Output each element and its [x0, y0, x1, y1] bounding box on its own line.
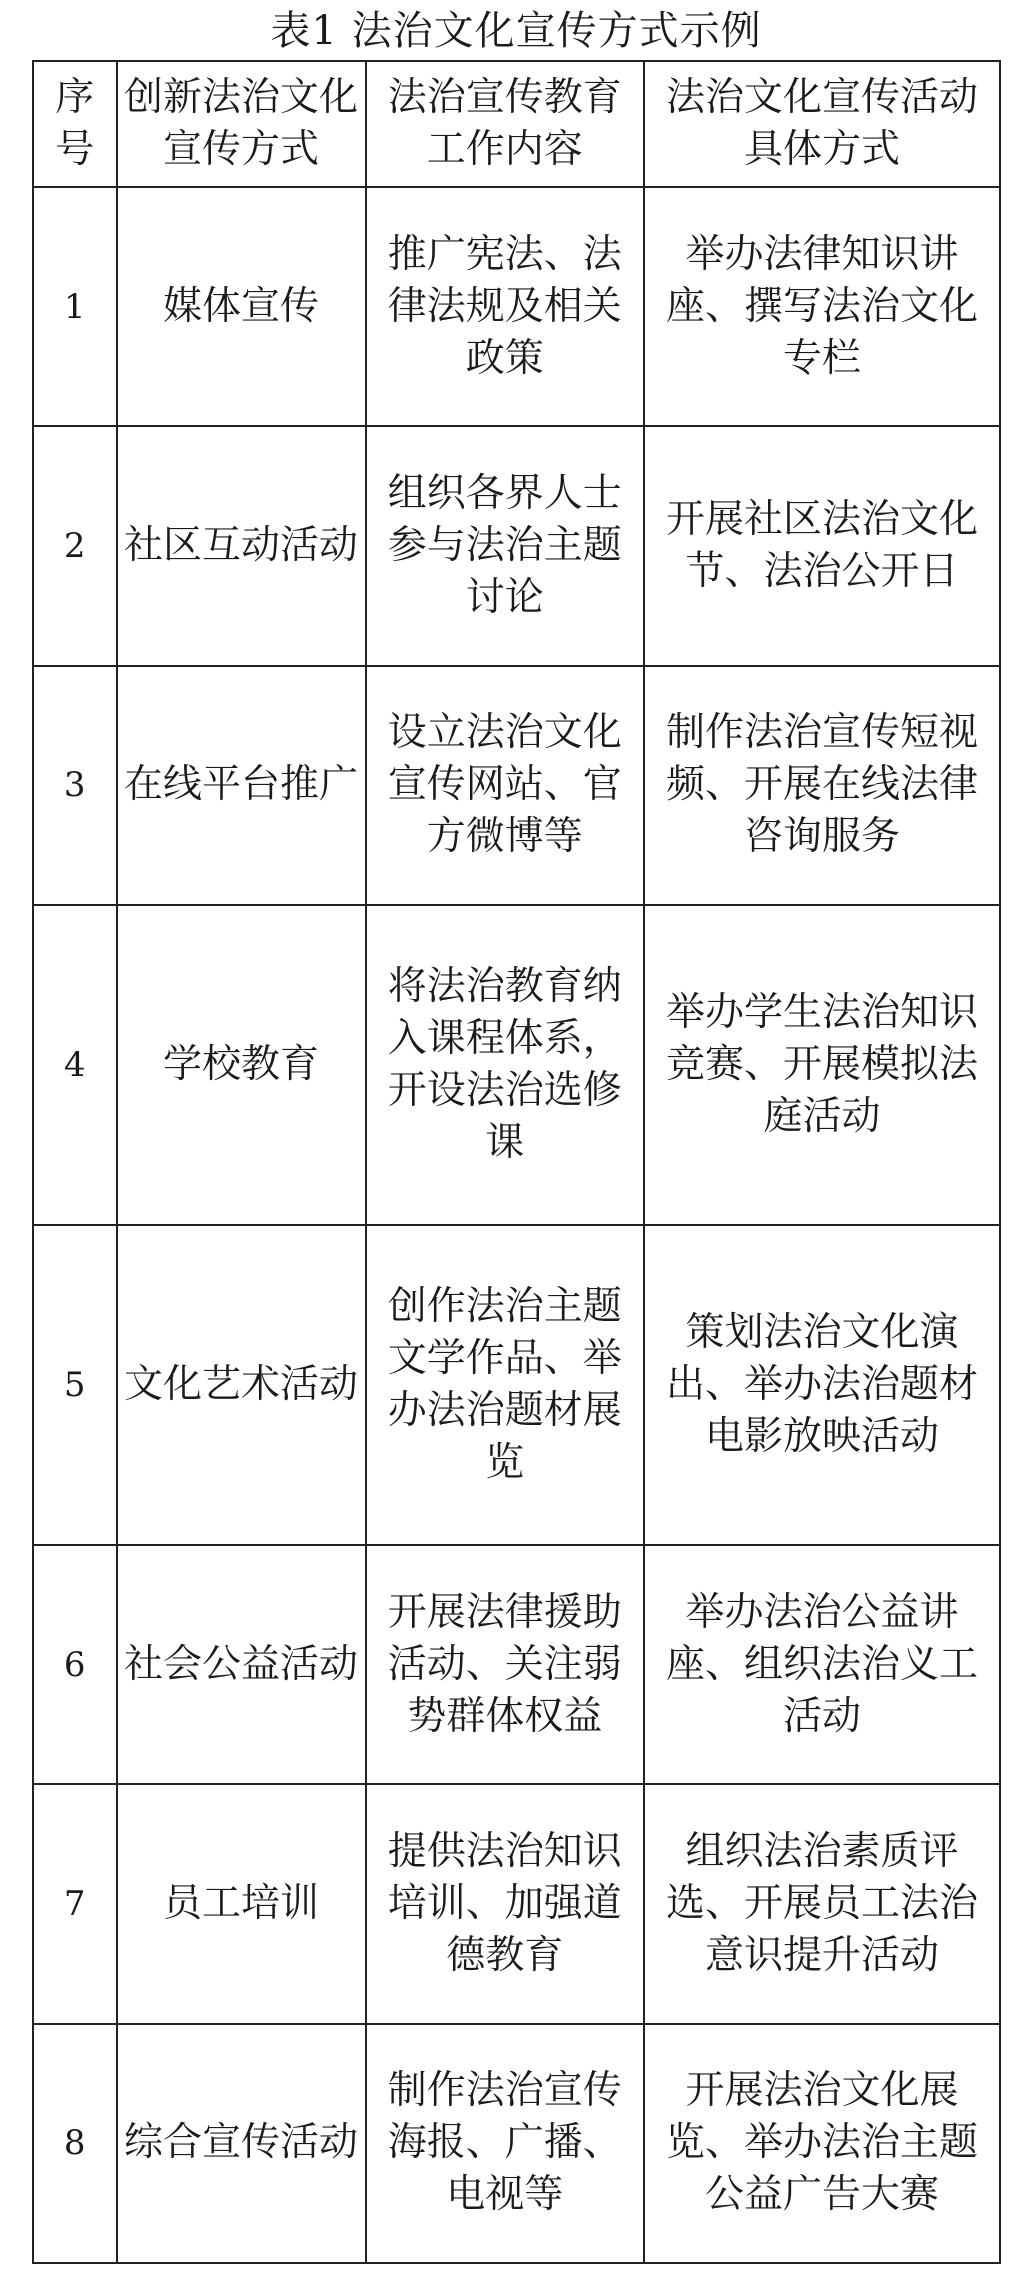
row-content: 推广宪法、法律法规及相关政策 — [366, 187, 644, 426]
header-activity-method: 法治文化宣传活动具体方式 — [644, 61, 1000, 187]
row-number: 5 — [33, 1225, 117, 1545]
publicity-methods-table — [32, 60, 1001, 2264]
header-serial-number: 序号 — [33, 61, 117, 187]
row-content: 开展法律援助活动、关注弱势群体权益 — [366, 1545, 644, 1784]
row-content: 制作法治宣传海报、广播、电视等 — [366, 2024, 644, 2263]
table-row — [33, 426, 1000, 665]
row-method: 文化艺术活动 — [117, 1225, 366, 1545]
header-innovative-method: 创新法治文化宣传方式 — [117, 61, 366, 187]
row-number: 2 — [33, 426, 117, 665]
table-row — [33, 2024, 1000, 2263]
table-row — [33, 1545, 1000, 1784]
row-method: 社会公益活动 — [117, 1545, 366, 1784]
row-number: 1 — [33, 187, 117, 426]
row-method: 社区互动活动 — [117, 426, 366, 665]
row-activity: 举办法治公益讲座、组织法治义工活动 — [644, 1545, 1000, 1784]
row-activity: 开展社区法治文化节、法治公开日 — [644, 426, 1000, 665]
row-method: 综合宣传活动 — [117, 2024, 366, 2263]
row-method: 学校教育 — [117, 905, 366, 1225]
row-content: 设立法治文化宣传网站、官方微博等 — [366, 666, 644, 905]
row-content: 创作法治主题文学作品、举办法治题材展览 — [366, 1225, 644, 1545]
table-row — [33, 1225, 1000, 1545]
row-number: 8 — [33, 2024, 117, 2263]
table-caption: 表1 法治文化宣传方式示例 — [270, 8, 762, 54]
row-number: 4 — [33, 905, 117, 1225]
row-content: 组织各界人士参与法治主题讨论 — [366, 426, 644, 665]
row-activity: 策划法治文化演出、举办法治题材电影放映活动 — [644, 1225, 1000, 1545]
row-number: 7 — [33, 1784, 117, 2023]
row-content: 将法治教育纳入课程体系，开设法治选修课 — [366, 905, 644, 1225]
row-activity: 开展法治文化展览、举办法治主题公益广告大赛 — [644, 2024, 1000, 2263]
table-row — [33, 187, 1000, 426]
header-work-content: 法治宣传教育工作内容 — [366, 61, 644, 187]
table-header-row — [33, 61, 1000, 187]
row-method: 媒体宣传 — [117, 187, 366, 426]
row-method: 员工培训 — [117, 1784, 366, 2023]
row-number: 6 — [33, 1545, 117, 1784]
row-number: 3 — [33, 666, 117, 905]
row-activity: 制作法治宣传短视频、开展在线法律咨询服务 — [644, 666, 1000, 905]
row-content: 提供法治知识培训、加强道德教育 — [366, 1784, 644, 2023]
row-activity: 组织法治素质评选、开展员工法治意识提升活动 — [644, 1784, 1000, 2023]
row-method: 在线平台推广 — [117, 666, 366, 905]
row-activity: 举办法律知识讲座、撰写法治文化专栏 — [644, 187, 1000, 426]
table-row — [33, 905, 1000, 1225]
row-activity: 举办学生法治知识竞赛、开展模拟法庭活动 — [644, 905, 1000, 1225]
table-row — [33, 1784, 1000, 2023]
table-row — [33, 666, 1000, 905]
